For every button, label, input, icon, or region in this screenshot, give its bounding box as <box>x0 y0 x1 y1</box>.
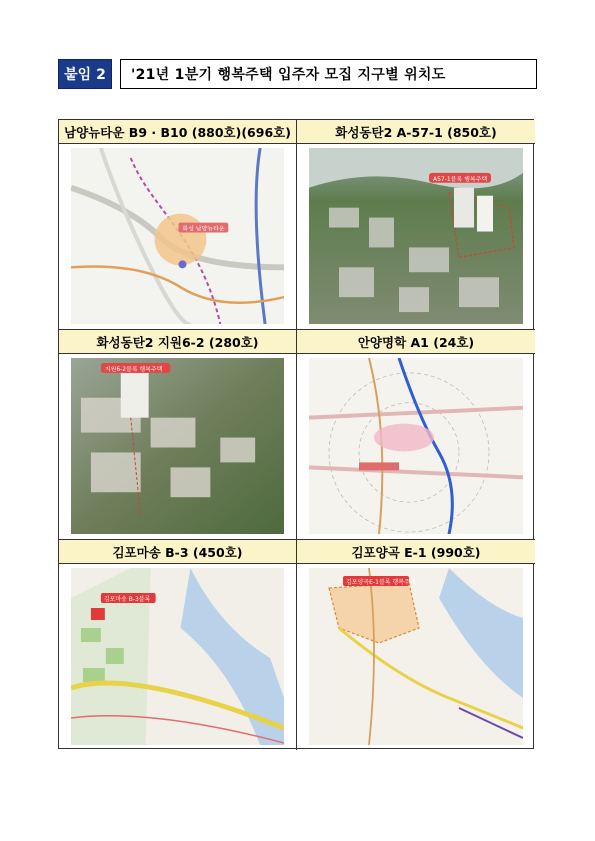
document-title: '21년 1분기 행복주택 입주자 모집 지구별 위치도 <box>120 59 537 89</box>
attachment-badge: 붙임 2 <box>58 59 112 89</box>
road-map-yanggok <box>309 568 523 745</box>
map-label: A57-1블록 행복주택 <box>433 175 488 183</box>
map-cell-masong <box>59 540 297 750</box>
map-label: 지원6-2블록 행복주택 <box>104 365 163 373</box>
map-caption: 남양뉴타운 B9 · B10 (880호)(696호) <box>59 120 296 144</box>
map-cell-yanggok <box>297 540 535 750</box>
map-caption: 화성동탄2 지원6-2 (280호) <box>59 330 296 354</box>
map-label: 김포양곡E-1블록 행복주택 <box>346 579 416 586</box>
map-cell-anyang <box>297 330 535 540</box>
road-map-anyang <box>309 358 523 534</box>
aerial-map-dongtan-a57 <box>309 148 523 324</box>
map-caption: 김포양곡 E-1 (990호) <box>297 540 535 564</box>
map-label: 김포마송 B-3블록 <box>103 595 151 604</box>
map-label: 화성 남양뉴타운 <box>182 225 225 233</box>
map-cell-dongtan-a57 <box>297 120 535 330</box>
map-caption: 화성동탄2 A-57-1 (850호) <box>297 120 535 144</box>
map-caption: 김포마송 B-3 (450호) <box>59 540 296 564</box>
location-map-grid <box>58 119 534 749</box>
map-caption: 안양명학 A1 (24호) <box>297 330 535 354</box>
map-cell-dongtan-support <box>59 330 297 540</box>
road-map-namyang <box>71 148 284 324</box>
road-map-masong <box>71 568 284 745</box>
attachment-header <box>58 59 446 89</box>
aerial-map-dongtan-support <box>71 358 284 534</box>
map-cell-namyang <box>59 120 297 330</box>
